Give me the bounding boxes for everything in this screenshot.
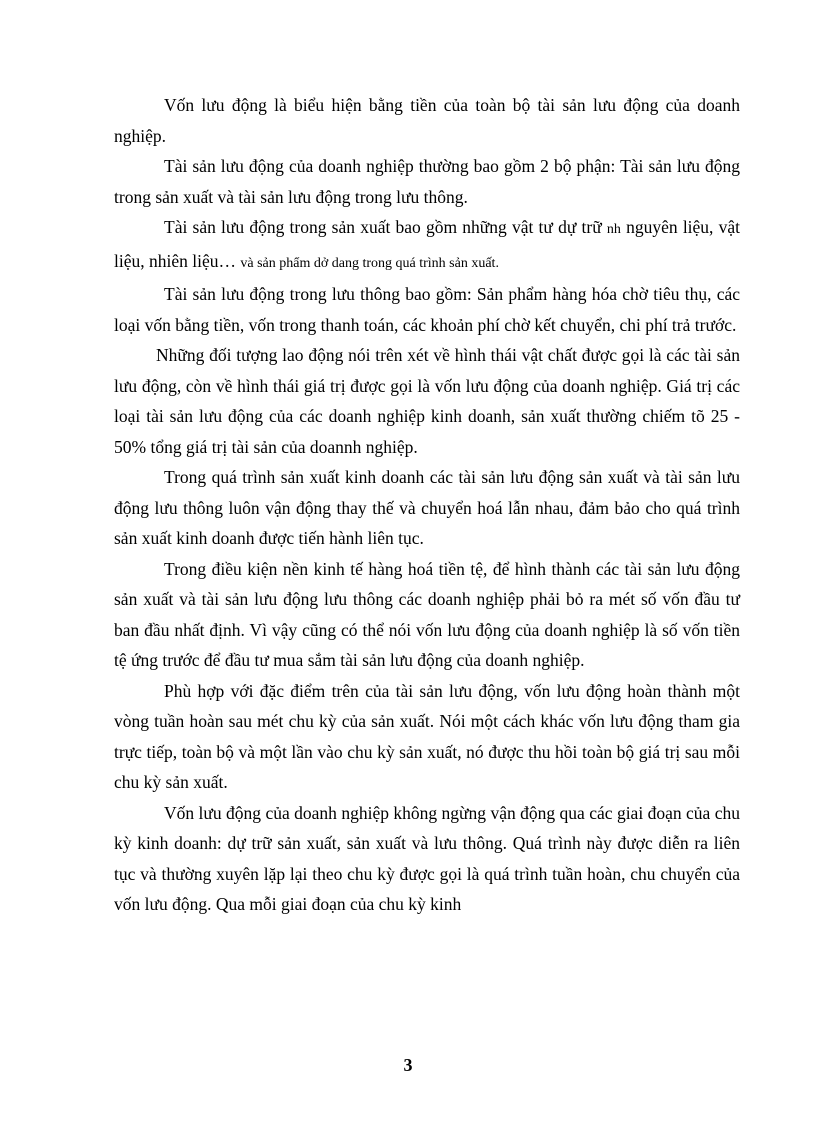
paragraph-2: Tài sản lưu động của doanh nghiệp thường bao gồm 2 bộ phận: Tài sản lưu động trong sản xuất và tài sản lưu động trong lưu thông. — [114, 156, 740, 207]
paragraph-9: Vốn lưu động của doanh nghiệp không ngừng vận động qua các giai đoạn của chu kỳ kinh doanh: dự trữ sản xuất, sản xuất và lưu thông. Quá trình này được diễn ra liên tục và thường xuyên lặp lại theo chu kỳ được gọi là quá trình tuần hoàn, chu chuyển của vốn lưu động. Qua mỗi giai đoạn của chu kỳ kinh — [114, 802, 740, 914]
paragraph-4: Tài sản lưu động trong lưu thông bao gồm: Sản phẩm hàng hóa chờ tiêu thụ, các loại vốn bằng tiền, vốn trong thanh toán, các khoản phí chờ kết chuyển, chi phí trả trước. — [114, 284, 740, 335]
paragraph-3-part-3: nguyên liệu, vật liệu, nhiên liệu… — [114, 217, 741, 271]
paragraph-3-part-2: nh — [606, 222, 621, 237]
paragraph-5: Những đối tượng lao động nói trên xét về hình thái vật chất được gọi là các tài sản lưu động, còn về hình thái giá trị được gọi là vốn lưu động của doanh nghiệp. Giá trị các loại tài sản lưu động của các doanh nghiệp kinh doanh, sản xuất thường chiếm tõ 25 - 50% tổng giá trị tài sản của doannh nghiệp. — [114, 345, 740, 457]
document-page — [114, 90, 740, 920]
paragraph-1: Vốn lưu động là biểu hiện bằng tiền của toàn bộ tài sản lưu động của doanh nghiệp. — [114, 95, 740, 146]
page-number: 3 — [403, 1055, 413, 1075]
paragraph-3 — [114, 212, 740, 279]
paragraph-8: Phù hợp với đặc điểm trên của tài sản lưu động, vốn lưu động hoàn thành một vòng tuần hoàn sau mét chu kỳ của sản xuất. Nói một cách khác vốn lưu động tham gia trực tiếp, toàn bộ và một lần vào chu kỳ sản xuất, nó được thu hồi toàn bộ giá trị sau mỗi chu kỳ sản xuất. — [114, 680, 740, 792]
paragraph-3-part-4: và sản phẩm dở dang trong quá trình sản xuất. — [240, 255, 499, 271]
paragraph-6: Trong quá trình sản xuất kinh doanh các tài sản lưu động sản xuất và tài sản lưu động lưu thông luôn vận động thay thế và chuyển hoá lẫn nhau, đảm bảo cho quá trình sản xuất kinh doanh được tiến hành liên tục. — [114, 467, 740, 548]
paragraph-7: Trong điều kiện nền kinh tế hàng hoá tiền tệ, để hình thành các tài sản lưu động sản xuất và tài sản lưu động lưu thông các doanh nghiệp phải bỏ ra mét số vốn đầu tư ban đầu nhất định. Vì vậy cũng có thể nói vốn lưu động của doanh nghiệp là số vốn tiền tệ ứng trước để đầu tư mua sắm tài sản lưu động của doanh nghiệp. — [114, 558, 740, 670]
paragraph-3-part-1: Tài sản lưu động trong sản xuất bao gồm những vật tư dự trữ — [164, 217, 607, 237]
